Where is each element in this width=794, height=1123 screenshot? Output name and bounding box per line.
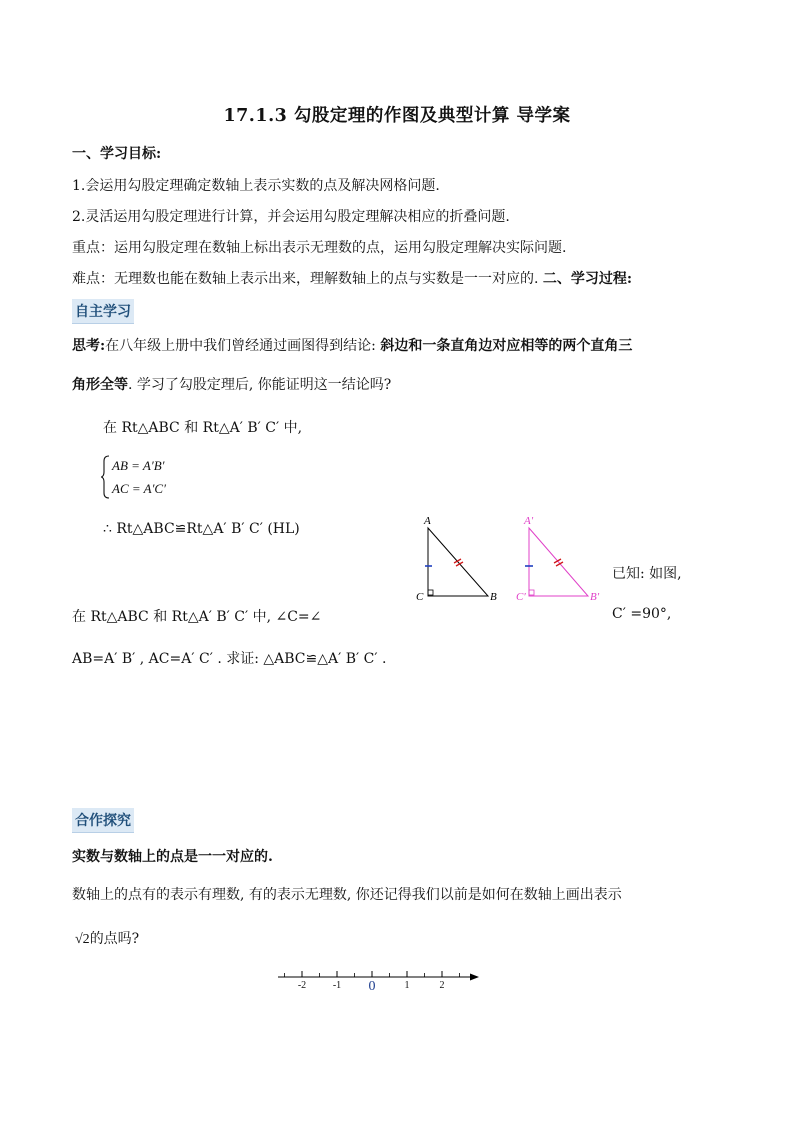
right-triangles-figure bbox=[412, 510, 612, 605]
tick-ab-2 bbox=[456, 562, 463, 566]
tick-label--2: -2 bbox=[297, 980, 307, 991]
think-label: 思考: bbox=[72, 338, 106, 354]
goal-2: 2.灵活运用勾股定理进行计算，并会运用勾股定理解决相应的折叠问题. bbox=[72, 209, 510, 225]
tick-label-0: 0 bbox=[368, 979, 376, 994]
coop-statement: 实数与数轴上的点是一一对应的. bbox=[72, 849, 273, 865]
equation-1: AB = A′B′ bbox=[112, 458, 165, 473]
self-study-tag: 自主学习 bbox=[72, 299, 134, 324]
in-triangles-line: 在 Rt△ABC 和 Rt△A′ B′ C′ 中, bbox=[103, 420, 303, 436]
difficulty-line bbox=[72, 268, 632, 288]
number-line bbox=[270, 964, 485, 996]
sqrt-2-symbol: √2 bbox=[75, 932, 90, 947]
think-bold: 斜边和一条直角边对应相等的两个直角三 bbox=[380, 338, 633, 354]
think-text: 在八年级上册中我们曾经通过画图得到结论: bbox=[105, 338, 381, 354]
triangle-a-prime-b-prime-c-prime bbox=[516, 515, 600, 603]
brace-icon bbox=[101, 455, 111, 499]
tick-label-1: 1 bbox=[404, 980, 410, 991]
key-point: 重点：运用勾股定理在数轴上标出表示无理数的点，运用勾股定理解决实际问题. bbox=[72, 240, 567, 256]
goal-1: 1.会运用勾股定理确定数轴上表示实数的点及解决网格问题. bbox=[72, 178, 440, 194]
label-a-prime: A′ bbox=[524, 515, 534, 527]
label-c: C bbox=[416, 591, 424, 603]
given-line: 在 Rt△ABC 和 Rt△A′ B′ C′ 中, ∠C=∠ bbox=[72, 609, 322, 625]
tick-label--1: -1 bbox=[332, 980, 342, 991]
label-c-prime: C′ bbox=[516, 591, 526, 603]
known-text: 已知: 如图, bbox=[612, 566, 682, 582]
think-bold-2: 角形全等 bbox=[72, 377, 128, 393]
coop-question: 数轴上的点有的表示有理数, 有的表示无理数, 你还记得我们以前是如何在数轴上画出表示 bbox=[72, 887, 622, 903]
coop-tag: 合作探究 bbox=[72, 808, 134, 833]
think-line-1 bbox=[72, 335, 632, 355]
triangle-abc bbox=[416, 515, 497, 603]
label-a: A bbox=[424, 515, 431, 527]
number-line-arrow-icon bbox=[470, 974, 479, 981]
coop-question-end-line bbox=[75, 928, 139, 948]
tick-a-prime-b-prime-1 bbox=[554, 559, 561, 563]
difficulty-text: 难点：无理数也能在数轴上表示出来，理解数轴上的点与实数是一一对应的. bbox=[72, 271, 543, 287]
label-b: B bbox=[490, 591, 497, 603]
section-heading-process: 二、学习过程: bbox=[542, 271, 633, 287]
equation-2: AC = A′C′ bbox=[112, 481, 166, 496]
angle-text: C′ =90°, bbox=[612, 606, 672, 622]
label-b-prime: B′ bbox=[590, 591, 600, 603]
prove-line: AB=A′ B′ , AC=A′ C′ . 求证: △ABC≌△A′ B′ C′ . bbox=[72, 651, 387, 667]
section-heading-goals: 一、学习目标: bbox=[72, 146, 162, 162]
coop-question-end: 的点吗? bbox=[89, 931, 140, 947]
therefore-line: ∴ Rt△ABC≌Rt△A′ B′ C′ (HL) bbox=[103, 521, 300, 537]
tick-ab-1 bbox=[454, 559, 461, 563]
page-title: 17.1.3 勾股定理的作图及典型计算 导学案 bbox=[223, 106, 571, 126]
think-line-2 bbox=[72, 374, 391, 394]
tick-label-2: 2 bbox=[439, 980, 445, 991]
think-rest: . 学习了勾股定理后, 你能证明这一结论吗? bbox=[128, 377, 392, 393]
